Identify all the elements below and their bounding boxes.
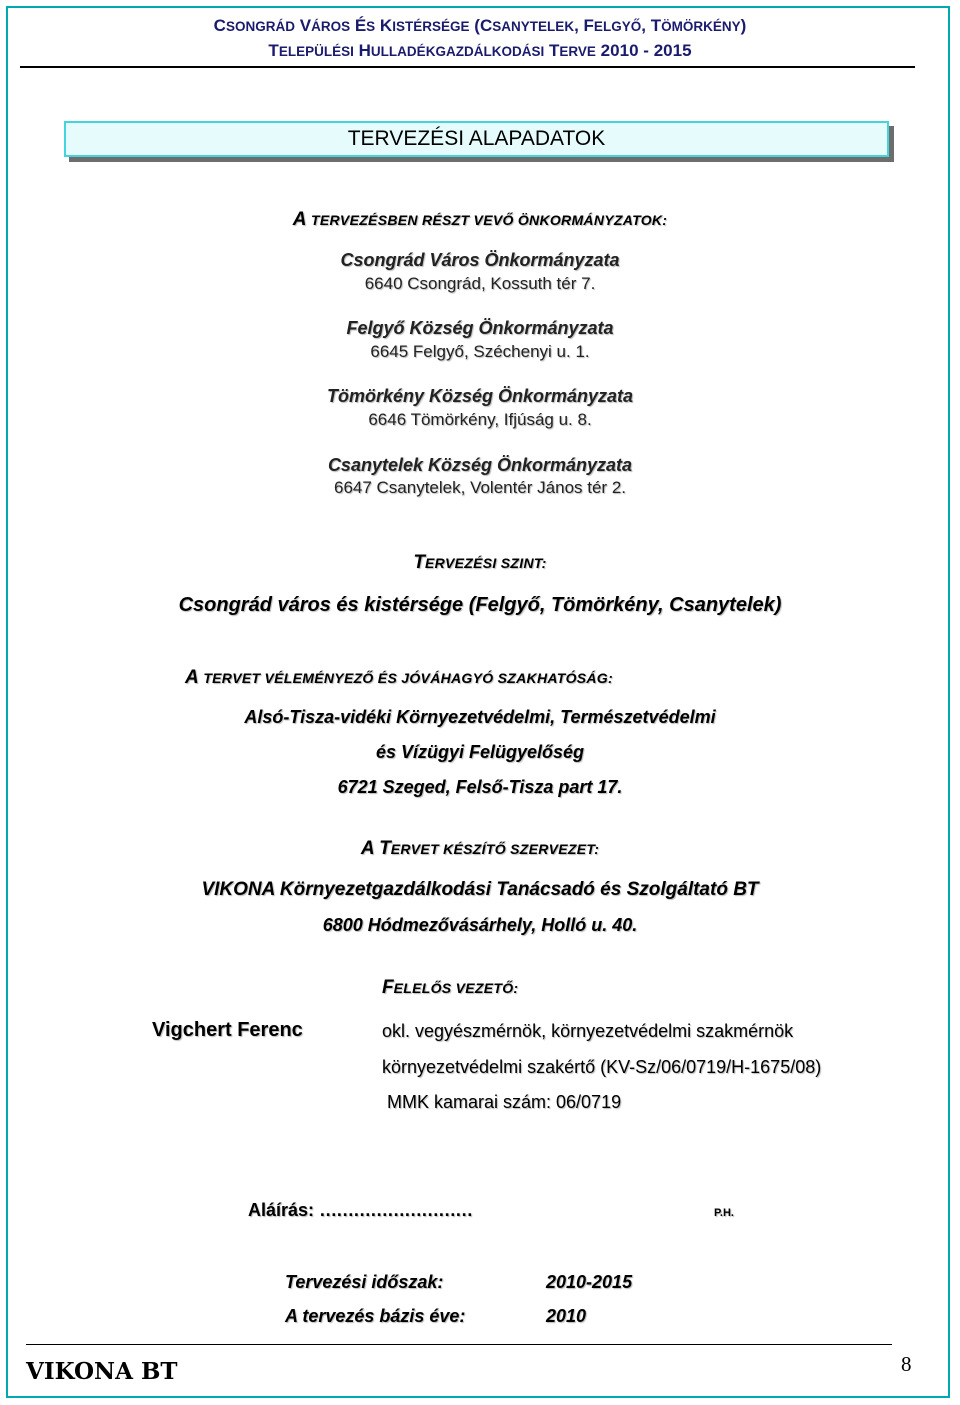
base-year-label: A tervezés bázis éve: (285, 1306, 466, 1326)
signature-label: Aláírás: ……………………… (248, 1200, 473, 1220)
planning-level-text: Csongrád város és kistérsége (Felgyő, Tömörkény, Csanytelek) (178, 594, 782, 616)
authority-heading: A TERVET VÉLEMÉNYEZŐ ÉS JÓVÁHAGYÓ SZAKHATÓSÁG: (185, 667, 613, 688)
municipality-address: 6646 Tömörkény, Ifjúság u. 8. (368, 410, 592, 429)
footer-company: VIKONA BT (26, 1358, 178, 1385)
leader-heading: FELELŐS VEZETŐ: (382, 977, 519, 998)
page-number: 8 (901, 1352, 912, 1376)
municipality-address: 6640 Csongrád, Kossuth tér 7. (364, 274, 596, 293)
leader-title-line1: okl. vegyészmérnök, környezetvédelmi szakmérnök (382, 1021, 794, 1041)
planning-level-heading: TERVEZÉSI SZINT: (413, 552, 547, 573)
planning-period-value: 2010-2015 (546, 1272, 633, 1292)
document-header-line2: TELEPÜLÉSI HULLADÉKGAZDÁLKODÁSI TERVE 2010 - 2015 (268, 41, 692, 60)
municipality-address: 6645 Felgyő, Széchenyi u. 1. (370, 342, 590, 361)
leader-name: Vigchert Ferenc (152, 1019, 303, 1041)
signature-line: ……………………… (319, 1200, 473, 1220)
header-divider (20, 66, 915, 68)
section-title-box (64, 121, 889, 157)
leader-title-line2: környezetvédelmi szakértő (KV-Sz/06/0719/H-1675/08) (382, 1057, 822, 1077)
stamp-placeholder: P.H. (714, 1207, 734, 1219)
municipality-name: Tömörkény Község Önkormányzata (326, 386, 634, 406)
document-header-line1: CSONGRÁD VÁROS ÉS KISTÉRSÉGE (CSANYTELEK, FELGYŐ, TÖMÖRKÉNY) (213, 16, 747, 35)
footer-divider (26, 1344, 892, 1345)
municipality-address: 6647 Csanytelek, Volentér János tér 2. (333, 478, 626, 497)
planning-period-label: Tervezési időszak: (285, 1272, 444, 1292)
participants-heading: A TERVEZÉSBEN RÉSZT VEVŐ ÖNKORMÁNYZATOK: (292, 209, 668, 230)
authority-name-line2: és Vízügyi Felügyelőség (375, 742, 585, 762)
author-address: 6800 Hódmezővásárhely, Holló u. 40. (322, 915, 638, 935)
author-heading: A TERVET KÉSZÍTŐ SZERVEZET: (360, 838, 600, 859)
leader-chamber-number: MMK kamarai szám: 06/0719 (387, 1092, 622, 1112)
municipality-name: Felgyő Község Önkormányzata (346, 318, 614, 338)
authority-address: 6721 Szeged, Felső-Tisza part 17. (337, 777, 623, 797)
municipality-name: Csanytelek Község Önkormányzata (327, 455, 633, 475)
base-year-value: 2010 (546, 1306, 587, 1326)
authority-name-line1: Alsó-Tisza-vidéki Környezetvédelmi, Természetvédelmi (244, 707, 716, 727)
page-title: TERVEZÉSI ALAPADATOK (347, 127, 606, 150)
municipality-name: Csongrád Város Önkormányzata (340, 250, 620, 270)
author-name: VIKONA Környezetgazdálkodási Tanácsadó és Szolgáltató BT (201, 879, 759, 900)
